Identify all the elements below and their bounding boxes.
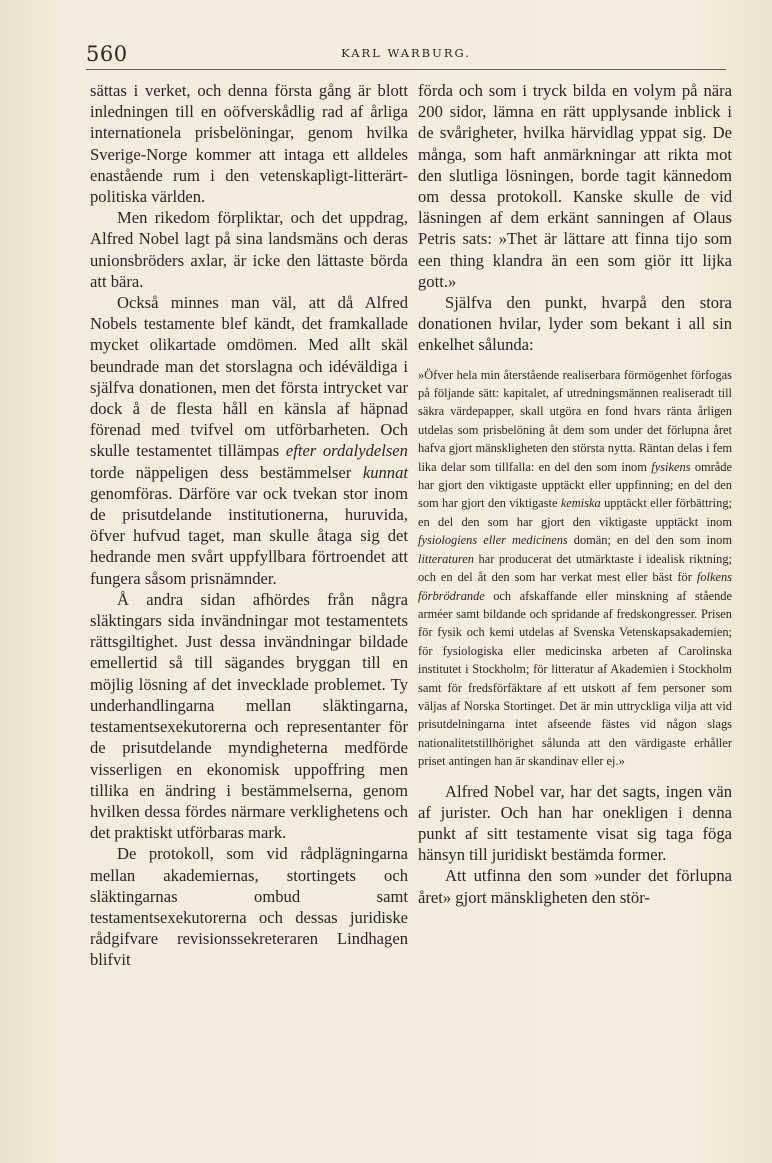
paragraph: förda och som i tryck bilda en volym på nära 200 sidor, lämna en rätt upplysande inblick i de svårigheter, hvilka härvidlag yppat sig. De många, som haft anmärkningar att rikta mot den slutliga lösningen, borde tagit kännedom om dessa protokoll. Kanske skulle de vid läsningen af dem erkänt sanningen af Olaus Petris sats: »Thet är lättare att finna tijo som een thing klandra än een som giör itt lijka gott.» xyxy=(418,81,732,291)
emphasis: kunnat xyxy=(362,462,408,482)
emphasis: fysikens xyxy=(651,459,691,474)
paragraph: Att utfinna den som »under det förlupna året» gjort mänskligheten den stör- xyxy=(418,866,732,907)
emphasis: folkens förbrödrande xyxy=(418,570,732,603)
text-span: Också minnes man väl, att då Alfred Nobels testamente blef kändt, det framkallade mycket olikartade omdömen. Med allt skäl beundrade man det storslagna och idéväldiga i själfva donationen, men det första intrycket var dock å de flesta håll en känsla af häpnad förenad med tvifvel om utförbarheten. Och skulle testamentet tillämpas xyxy=(90,293,408,461)
text-span: »Öfver hela min återstående realiserbara förmögenhet förfogas på följande sätt: kapitalet, af utredningsmännen realiseradt till säkra värdepapper, skall utgöra en fond hvars ränta årligen utdelas som prisbelöning åt dem som under det förlupna året hafva gjort mänskligheten den största nytta. Räntan delas i fem lika delar som tillfalla: en del den som inom xyxy=(418,367,732,474)
emphasis: litteraturen xyxy=(418,551,474,566)
text-span: domän; en del den som inom xyxy=(573,533,732,548)
emphasis: efter ordalydelsen xyxy=(285,441,408,461)
header-rule xyxy=(86,69,726,70)
page-header xyxy=(86,38,726,68)
text-span: torde näppeligen dess bestämmelser xyxy=(90,462,352,482)
paragraph: Själfva den punkt, hvarpå den stora donationen hvilar, lyder som bekant i all sin enkelhet sålunda: xyxy=(418,293,732,355)
emphasis: kemiska xyxy=(560,496,601,511)
text-span: område har gjort den viktigaste upptäckt eller uppfinning; en del den som har gjort den viktigaste xyxy=(418,459,732,511)
right-column xyxy=(418,80,732,908)
paragraph xyxy=(90,292,408,589)
paragraph: sättas i verket, och denna första gång är blott inledningen till en oöfverskådlig rad af årliga internationela prisbelöningar, genom hvilka Sverige-Norge kommer att intaga ett alldeles enastående rum i den vetenskapligt-litterärt-politiska världen. xyxy=(90,81,408,207)
paragraph: Alfred Nobel var, har det sagts, ingen vän af jurister. Och han har onekligen i denna punkt af sitt testamente visat sig taga föga hänsyn till juridiskt bestämda former. xyxy=(418,781,732,865)
running-head: KARL WARBURG. xyxy=(341,46,471,60)
emphasis: fysiologiens eller medicinens xyxy=(418,533,568,548)
paragraph: De protokoll, som vid rådplägningarna mellan akademiernas, stortingets och släktingarnas ombud samt testamentsexekutorerna och dessas juridiske rådgifvare revisionssekreteraren Lindhagen blifvit xyxy=(90,844,408,970)
text-span: upptäckt eller förbättring; en del den som har gjort den viktigaste upptäckt inom xyxy=(418,496,732,529)
text-span: har producerat det utmärktaste i idealisk riktning; och en del åt den som har verkat mest eller bäst för xyxy=(418,551,732,585)
page-number: 560 xyxy=(86,42,128,66)
paragraph: Å andra sidan afhördes från några släktingars sida invändningar mot testamentets rättsgiltighet. Just dessa invändningar bildade emellertid så till sägandes bryggan till en möjlig lösning af det invecklade problemet. Ty underhandlingarna mellan släktingarna, testamentsexekutorerna och representanter för de prisutdelande myndigheterna medförde visserligen en ekonomisk uppoffring men tillika en ändring i bestämmelserna, genom hvilken dessa fördes närmare verklighetens och det praktiskt utförbaras mark. xyxy=(90,589,408,843)
text-span: och afskaffande eller minskning af stående arméer samt bildande och spridande af fredskongresser. Prisen för fysik och kemi utdelas af Svenska Vetenskapsakademien; för fysiologiska eller medicinska arbeten af Carolinska institutet i Stockholm; för litteratur af Akademien i Stockholm samt för fredsförfäktare af ett utskott af fem personer som väljas af Norska Stortinget. Det är min uttryckliga vilja att vid prisutdelningarna intet afseende fästes vid någon slags nationalitetstillhörighet sålunda att den värdigaste erhåller priset antingen han är skandinav eller ej.» xyxy=(418,588,732,769)
left-column xyxy=(90,80,408,971)
testament-quote xyxy=(418,366,732,771)
paragraph: Men rikedom förpliktar, och det uppdrag, Alfred Nobel lagt på sina landsmäns och deras unionsbröders axlar, är icke den lättaste börda att bära. xyxy=(90,208,408,291)
text-span: genomföras. Därföre var ock tvekan stor inom de prisutdelande institutionerna, huruvida, öfver hufvud taget, man skulle åtaga sig det hedrande men svårt uppfyllbara förtroendet att fungera såsom prisnämnder. xyxy=(90,483,408,588)
